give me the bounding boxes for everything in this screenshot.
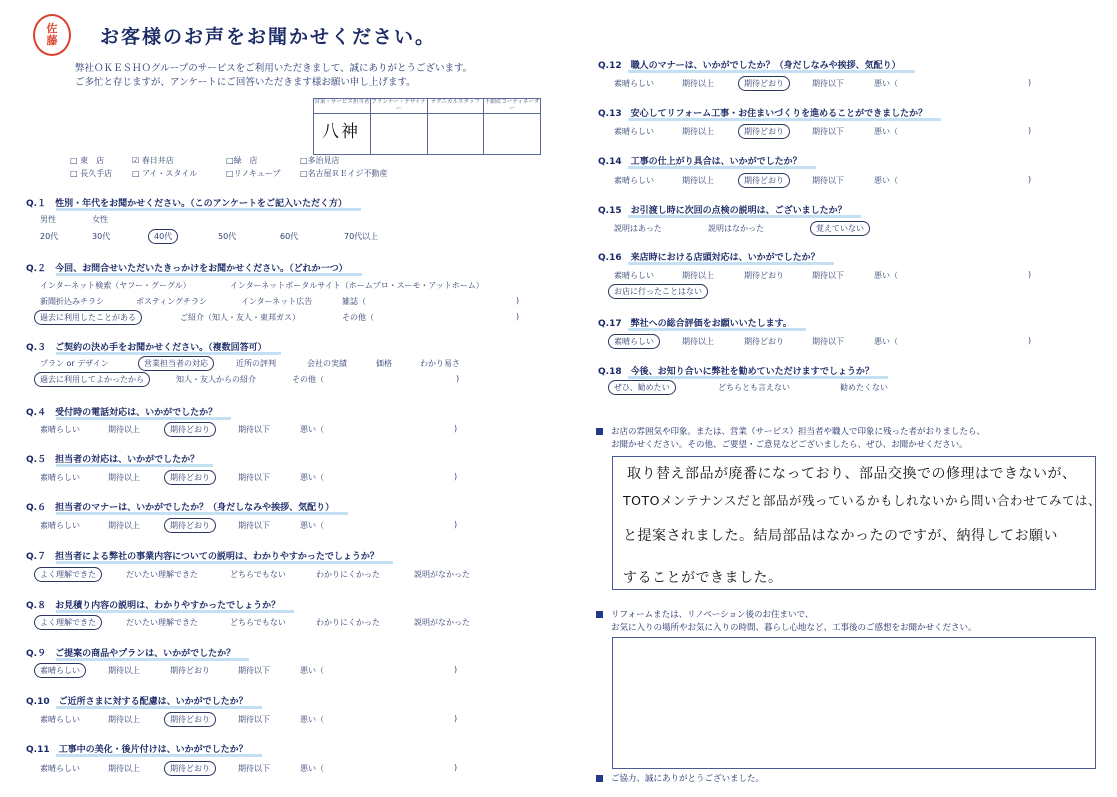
paren-close: ): [1028, 78, 1032, 87]
comment-box-2[interactable]: [612, 637, 1096, 769]
paren-close: ): [454, 472, 458, 481]
rating-option[interactable]: 期待以下: [238, 473, 270, 482]
rating-option[interactable]: 素晴らしい: [614, 271, 654, 280]
q15-option-selected[interactable]: 覚えていない: [810, 221, 870, 236]
q18-option-selected[interactable]: ぜひ、勧めたい: [608, 380, 676, 395]
rating-option[interactable]: 悪い（: [300, 521, 324, 530]
store-checkbox[interactable]: □多治見店: [300, 156, 340, 165]
rating-option[interactable]: 悪い（: [300, 715, 324, 724]
q2-option[interactable]: インターネット検索（ヤフー・グーグル）: [40, 281, 191, 290]
rating-option[interactable]: 期待どおり: [170, 666, 210, 675]
q1-age-70s[interactable]: 70代以上: [344, 232, 379, 241]
q15-option[interactable]: 説明はあった: [614, 224, 662, 233]
q2-option[interactable]: 雑誌（: [342, 297, 366, 306]
q3-option[interactable]: 知人・友人からの紹介: [176, 375, 256, 384]
staff-value-planner[interactable]: [371, 114, 427, 117]
q3-option-selected[interactable]: 過去に利用してよかったから: [34, 372, 150, 387]
store-checkbox[interactable]: □ 東 店: [70, 156, 105, 165]
question-11-title: Q.11 工事中の美化・後片付けは、いかがでしたか？: [26, 742, 248, 755]
question-8-title: Q.８ お見積り内容の説明は、わかりやすかったでしょうか？: [26, 598, 280, 611]
staff-header: テクニカルスタッフ: [428, 99, 484, 114]
paren-close: ): [454, 424, 458, 433]
rating-option[interactable]: 悪い（: [300, 425, 324, 434]
q3-option[interactable]: 会社の実績: [307, 359, 347, 368]
store-checkbox[interactable]: □名古屋ＲＥイジ不動産: [300, 169, 388, 178]
intro-line-1: 弊社ＯＫＥＳＨＯグループのサービスをご利用いただきまして、誠にありがとうございます。: [75, 63, 473, 74]
staff-col-planner: [371, 99, 428, 154]
understand-option[interactable]: だいたい理解できた: [126, 570, 198, 579]
rating-option[interactable]: 素晴らしい: [614, 79, 654, 88]
q3-option-selected[interactable]: 営業担当者の対応: [138, 356, 214, 371]
question-12-title: Q.12 職人のマナーは、いかがでしたか？（身だしなみや挨拶、気配り）: [598, 58, 901, 71]
staff-value-sales[interactable]: 八神: [322, 122, 360, 142]
handwritten-line: することができました。: [623, 570, 783, 586]
rating-option-selected[interactable]: 期待どおり: [738, 76, 790, 91]
paren-close: ): [1028, 126, 1032, 135]
rating-option[interactable]: 期待どおり: [744, 271, 784, 280]
store-checkbox-checked[interactable]: ☑ 春日井店: [132, 156, 174, 165]
staff-table: [313, 98, 541, 155]
understand-option[interactable]: わかりにくかった: [316, 570, 380, 579]
q2-option[interactable]: その他（: [342, 313, 374, 322]
q1-age-50s[interactable]: 50代: [218, 232, 237, 241]
comment-section-2-heading: リフォームまたは、リノベーション後のお住まいで、 お気に入りの場所やお気に入りの時間、暮らし心地など、工事後のご感想をお聞かせください。: [596, 609, 977, 635]
paren-close: ): [454, 763, 458, 772]
rating-option[interactable]: 素晴らしい: [614, 127, 654, 136]
square-bullet-icon: [596, 428, 603, 435]
store-checkbox[interactable]: □リノキューブ: [226, 169, 281, 178]
understand-option[interactable]: わかりにくかった: [316, 618, 380, 627]
staff-value-realestate[interactable]: [484, 114, 540, 117]
rating-option[interactable]: 素晴らしい: [40, 764, 80, 773]
rating-option[interactable]: 期待以上: [682, 176, 714, 185]
q3-option[interactable]: その他（: [292, 375, 324, 384]
rating-option[interactable]: 素晴らしい: [614, 176, 654, 185]
rating-option[interactable]: 期待以上: [108, 764, 140, 773]
rating-option[interactable]: 期待以上: [682, 79, 714, 88]
paren-close: ): [1028, 175, 1032, 184]
handwritten-line: 取り替え部品が廃番になっており、部品交換での修理はできないが、: [627, 466, 1077, 482]
understand-option[interactable]: どちらでもない: [230, 570, 286, 579]
question-17-title: Q.17 弊社への総合評価をお願いいたします。: [598, 316, 792, 329]
seal-stamp: 佐 藤: [33, 14, 71, 56]
q2-option[interactable]: インターネットポータルサイト（ホームプロ・スーモ・アットホーム）: [230, 281, 484, 290]
rating-option-selected[interactable]: 期待どおり: [164, 518, 216, 533]
rating-option[interactable]: 素晴らしい: [40, 473, 80, 482]
rating-option-selected[interactable]: 素晴らしい: [34, 663, 86, 678]
rating-option[interactable]: 素晴らしい: [40, 425, 80, 434]
q18-option[interactable]: どちらとも言えない: [718, 383, 790, 392]
question-16-title: Q.16 来店時における店頭対応は、いかがでしたか？: [598, 250, 820, 263]
q1-age-30s[interactable]: 30代: [92, 232, 111, 241]
question-10-title: Q.10 ご近所さまに対する配慮は、いかがでしたか？: [26, 694, 248, 707]
question-3-title: Q.３ ご契約の決め手をお聞かせください。（複数回答可）: [26, 340, 267, 353]
handwritten-line: と提案されました。結局部品はなかったのですが、納得してお願い: [623, 528, 1058, 544]
paren-close: ): [1028, 336, 1032, 345]
thanks-message: ご協力、誠にありがとうございました。: [596, 773, 764, 786]
rating-option-selected[interactable]: 期待どおり: [164, 761, 216, 776]
rating-option[interactable]: 期待以上: [108, 473, 140, 482]
intro-line-2: ご多忙と存じますが、アンケートにご回答いただきます様お願い申し上げます。: [75, 77, 416, 88]
rating-option-selected[interactable]: 期待どおり: [738, 124, 790, 139]
rating-option[interactable]: 期待どおり: [744, 337, 784, 346]
rating-option[interactable]: 悪い（: [300, 764, 324, 773]
rating-option-selected[interactable]: 期待どおり: [164, 712, 216, 727]
comment-box-1[interactable]: [612, 456, 1101, 590]
paren-close: ): [454, 520, 458, 529]
square-bullet-icon: [596, 611, 603, 618]
rating-option[interactable]: 期待以上: [108, 666, 140, 675]
staff-value-technical[interactable]: [428, 114, 484, 117]
question-6-title: Q.６ 担当者のマナーは、いかがでしたか？（身だしなみや挨拶、気配り）: [26, 500, 334, 513]
understand-option[interactable]: 説明がなかった: [414, 570, 470, 579]
rating-option[interactable]: 期待以下: [812, 337, 844, 346]
question-9-title: Q.９ ご提案の商品やプランは、いかがでしたか？: [26, 646, 235, 659]
store-checkbox[interactable]: □ アイ・スタイル: [132, 169, 198, 178]
rating-option[interactable]: 期待以上: [682, 127, 714, 136]
understand-option-selected[interactable]: よく理解できた: [34, 567, 102, 582]
question-5-title: Q.５ 担当者の対応は、いかがでしたか？: [26, 452, 199, 465]
store-checkbox[interactable]: □ 長久手店: [70, 169, 113, 178]
q2-option-selected[interactable]: 過去に利用したことがある: [34, 310, 142, 325]
q3-option[interactable]: 近所の評判: [236, 359, 276, 368]
understand-option-selected[interactable]: よく理解できた: [34, 615, 102, 630]
staff-header: プランナー・デザイナー: [371, 99, 426, 112]
question-4-title: Q.４ 受付時の電話対応は、いかがでしたか？: [26, 405, 217, 418]
rating-option[interactable]: 期待以下: [238, 715, 270, 724]
q1-age-20s[interactable]: 20代: [40, 232, 59, 241]
q2-paren-close: ): [516, 296, 520, 305]
rating-option[interactable]: 悪い（: [874, 337, 898, 346]
rating-option[interactable]: 悪い（: [874, 271, 898, 280]
q15-option[interactable]: 説明はなかった: [708, 224, 764, 233]
question-7-title: Q.７ 担当者による弊社の事業内容についての説明は、わかりやすかったでしょうか？: [26, 549, 379, 562]
question-18-title: Q.18 今後、お知り合いに弊社を勧めていただけますでしょうか？: [598, 364, 874, 377]
q1-age-60s[interactable]: 60代: [280, 232, 299, 241]
rating-option[interactable]: 悪い（: [874, 176, 898, 185]
paren-close: ): [1028, 270, 1032, 279]
understand-option[interactable]: どちらでもない: [230, 618, 286, 627]
rating-option[interactable]: 素晴らしい: [40, 715, 80, 724]
store-checkbox[interactable]: □緑 店: [226, 156, 258, 165]
rating-option[interactable]: 期待以下: [238, 764, 270, 773]
rating-option[interactable]: 期待以下: [812, 127, 844, 136]
staff-col-realestate: [484, 99, 540, 154]
rating-option[interactable]: 期待以上: [108, 521, 140, 530]
q18-option[interactable]: 勧めたくない: [840, 383, 888, 392]
rating-option-selected[interactable]: 期待どおり: [738, 173, 790, 188]
rating-option[interactable]: 期待以下: [238, 521, 270, 530]
question-14-title: Q.14 工事の仕上がり具合は、いかがでしたか？: [598, 154, 802, 167]
rating-option[interactable]: 悪い（: [874, 79, 898, 88]
rating-option[interactable]: 悪い（: [300, 473, 324, 482]
rating-option[interactable]: 素晴らしい: [40, 521, 80, 530]
staff-col-technical: [428, 99, 485, 154]
page-title: お客様のお声をお聞かせください。: [100, 26, 437, 48]
q2-option[interactable]: インターネット広告: [241, 297, 313, 306]
q1-gender-male[interactable]: 男性: [40, 215, 56, 224]
question-15-title: Q.15 お引渡し時に次回の点検の説明は、ございましたか？: [598, 203, 847, 216]
q3-option[interactable]: わかり易さ: [420, 359, 460, 368]
rating-option[interactable]: 期待以下: [238, 425, 270, 434]
paren-close: ): [454, 714, 458, 723]
staff-header: 営業・サービス担当者: [314, 99, 370, 114]
square-bullet-icon: [596, 775, 603, 782]
rating-option[interactable]: 悪い（: [874, 127, 898, 136]
q2-paren-close: ): [516, 312, 520, 321]
q16-never-visited-selected[interactable]: お店に行ったことはない: [608, 284, 708, 299]
understand-option[interactable]: だいたい理解できた: [126, 618, 198, 627]
q3-option[interactable]: 価格: [376, 359, 392, 368]
rating-option[interactable]: 期待以下: [812, 271, 844, 280]
q2-option[interactable]: ポスティングチラシ: [136, 297, 208, 306]
q1-gender-female[interactable]: 女性: [92, 215, 108, 224]
q3-paren-close: ): [456, 374, 460, 383]
staff-col-sales: [314, 99, 371, 154]
rating-option-selected[interactable]: 素晴らしい: [608, 334, 660, 349]
staff-header: 不動産コーディネーター: [484, 99, 540, 112]
rating-option[interactable]: 期待以上: [682, 271, 714, 280]
rating-option[interactable]: 期待以上: [108, 715, 140, 724]
q3-option[interactable]: プラン or デザイン: [40, 359, 109, 368]
q2-option[interactable]: ご紹介（知人・友人・東邦ガス）: [180, 313, 300, 322]
comment-section-1-heading: お店の雰囲気や印象。または、営業（サービス）担当者や職人で印象に残った者がおりましたら、 お聞かせください。その他、ご要望・ご意見などございましたら、ぜひ、お聞かせください。: [596, 426, 985, 452]
understand-option[interactable]: 説明がなかった: [414, 618, 470, 627]
rating-option[interactable]: 期待以下: [238, 666, 270, 675]
rating-option[interactable]: 悪い（: [300, 666, 324, 675]
rating-option[interactable]: 期待以上: [108, 425, 140, 434]
rating-option-selected[interactable]: 期待どおり: [164, 470, 216, 485]
question-13-title: Q.13 安心してリフォーム工事・お住まいづくりを進めることができましたか？: [598, 106, 927, 119]
rating-option-selected[interactable]: 期待どおり: [164, 422, 216, 437]
q2-option[interactable]: 新聞折込みチラシ: [40, 297, 104, 306]
q1-age-40s-selected[interactable]: 40代: [148, 229, 178, 244]
paren-close: ): [454, 665, 458, 674]
rating-option[interactable]: 期待以下: [812, 176, 844, 185]
rating-option[interactable]: 期待以下: [812, 79, 844, 88]
handwritten-line: TOTOメンテナンスだと部品が残っているかもしれないから問い合わせてみては、: [623, 493, 1101, 508]
question-2-title: Q.２ 今回、お問合せいただいたきっかけをお聞かせください。（どれか一つ）: [26, 261, 348, 274]
rating-option[interactable]: 期待以上: [682, 337, 714, 346]
question-1-title: Q.１ 性別・年代をお聞かせください。（このアンケートをご記入いただく方）: [26, 196, 347, 209]
